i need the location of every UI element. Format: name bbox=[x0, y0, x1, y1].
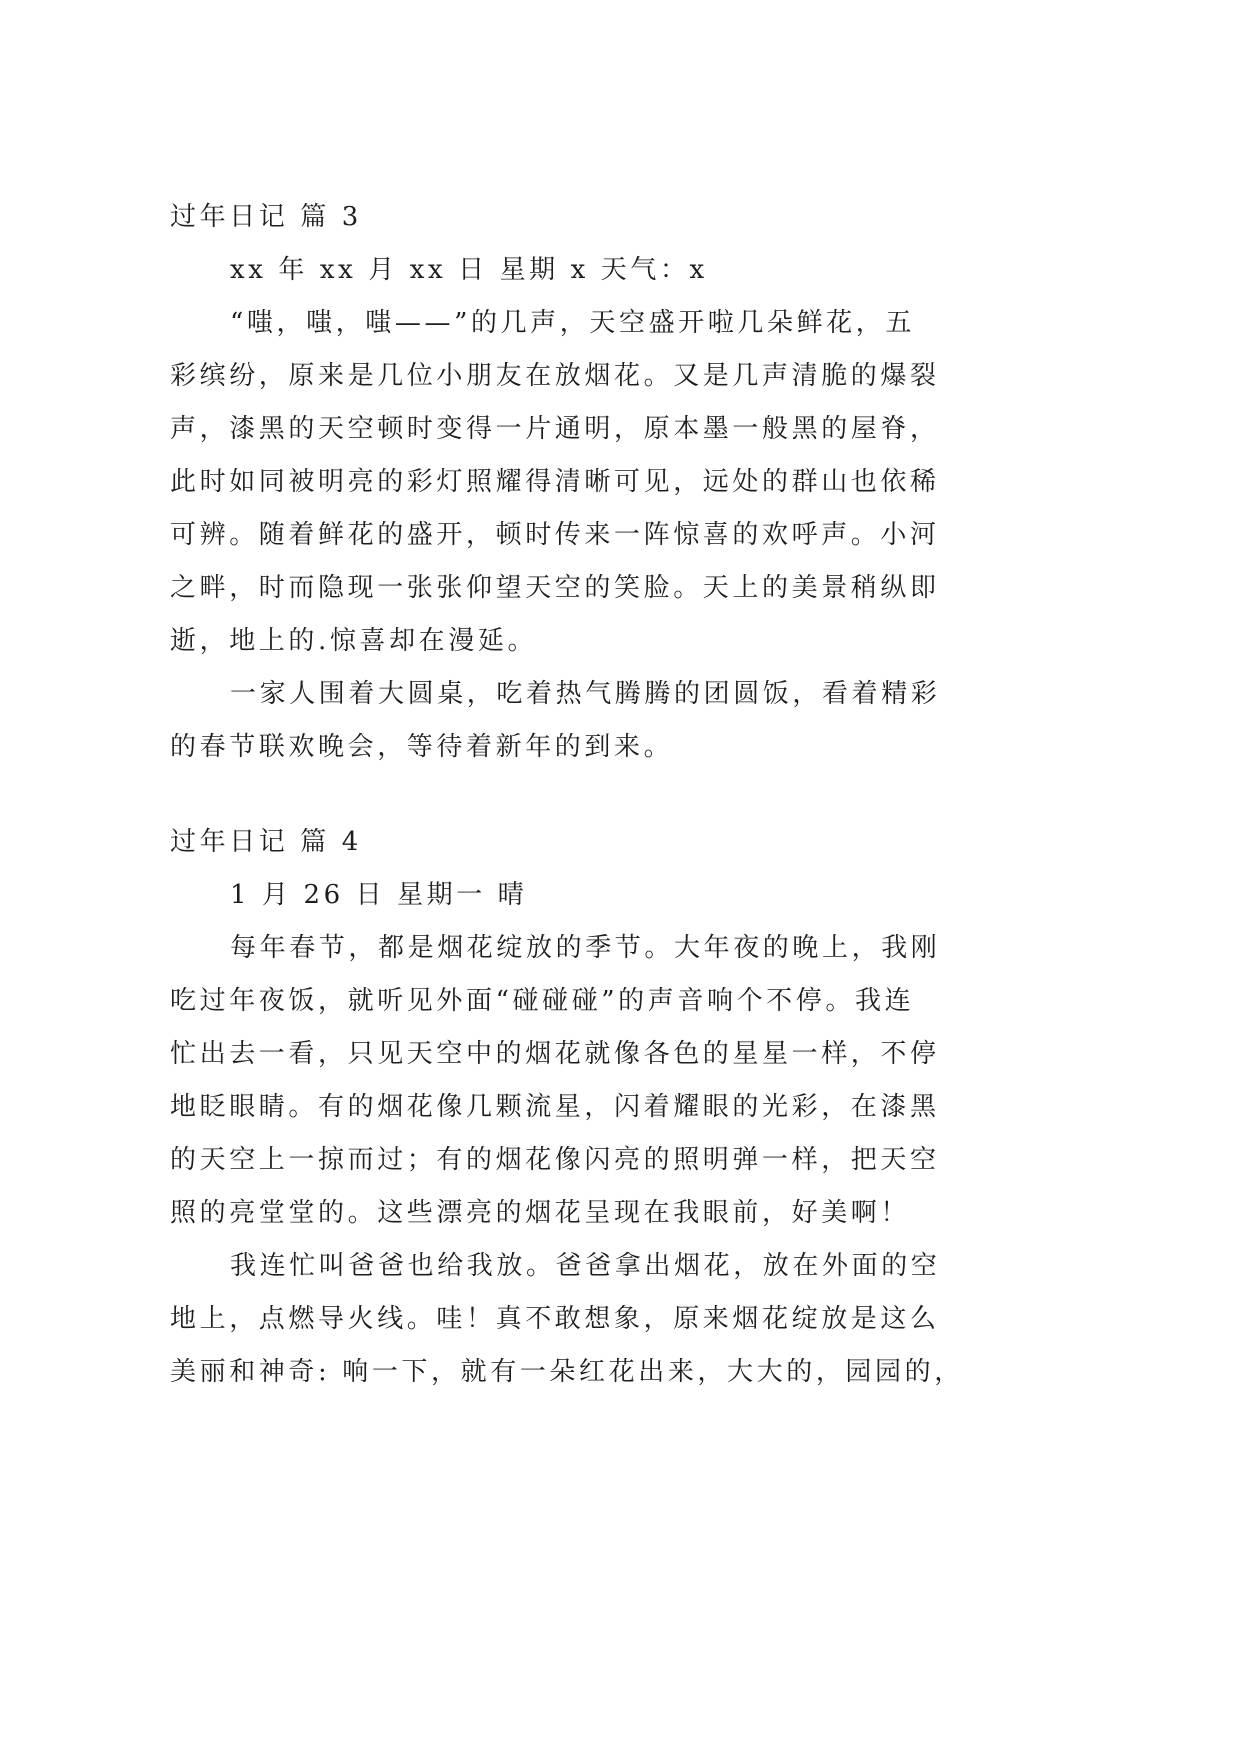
diary-entry bbox=[170, 191, 1070, 774]
paragraph-line: 此时如同被明亮的彩灯照耀得清晰可见，远处的群山也依稀 bbox=[170, 467, 940, 497]
paragraph bbox=[170, 922, 1070, 1240]
paragraph-line: 的春节联欢晚会，等待着新年的到来。 bbox=[170, 732, 674, 762]
paragraph-line: “嗤，嗤，嗤——”的几声，天空盛开啦几朵鲜花，五 bbox=[230, 308, 915, 338]
paragraph-line: 地眨眼睛。有的烟花像几颗流星，闪着耀眼的光彩，在漆黑 bbox=[170, 1092, 940, 1122]
paragraph-line: 我连忙叫爸爸也给我放。爸爸拿出烟花，放在外面的空 bbox=[230, 1251, 941, 1281]
paragraph-line: 吃过年夜饭，就听见外面“碰碰碰”的声音响个不停。我连 bbox=[170, 986, 915, 1016]
paragraph-line: 的天空上一掠而过；有的烟花像闪亮的照明弹一样，把天空 bbox=[170, 1145, 940, 1175]
paragraph-line: 逝，地上的.惊喜却在漫延。 bbox=[170, 626, 538, 656]
paragraph-line: 一家人围着大圆桌，吃着热气腾腾的团圆饭，看着精彩 bbox=[230, 679, 941, 709]
entry-date-line: xx 年 xx 月 xx 日 星期 x 天气：x bbox=[230, 255, 708, 285]
entry-date-line: 1 月 26 日 星期一 晴 bbox=[230, 880, 528, 910]
paragraph-line: 声，漆黑的天空顿时变得一片通明，原本墨一般黑的屋脊， bbox=[170, 414, 940, 444]
paragraph bbox=[170, 668, 1070, 774]
document-body bbox=[170, 191, 1070, 1399]
paragraph-line: 地上，点燃导火线。哇！真不敢想象，原来烟花绽放是这么 bbox=[170, 1304, 940, 1334]
paragraph-line: 可辨。随着鲜花的盛开，顿时传来一阵惊喜的欢呼声。小河 bbox=[170, 520, 940, 550]
paragraph-line: 彩缤纷，原来是几位小朋友在放烟花。又是几声清脆的爆裂 bbox=[170, 361, 940, 391]
paragraph-line: 之畔，时而隐现一张张仰望天空的笑脸。天上的美景稍纵即 bbox=[170, 573, 940, 603]
paragraph-line: 美丽和神奇: 响一下，就有一朵红花出来，大大的，园园的， bbox=[170, 1357, 964, 1387]
entry-heading: 过年日记 篇 3 bbox=[170, 202, 362, 232]
entry-heading: 过年日记 篇 4 bbox=[170, 827, 362, 857]
paragraph bbox=[170, 297, 1070, 668]
diary-entry bbox=[170, 816, 1070, 1399]
paragraph-line: 照的亮堂堂的。这些漂亮的烟花呈现在我眼前，好美啊！ bbox=[170, 1198, 911, 1228]
paragraph-line: 忙出去一看，只见天空中的烟花就像各色的星星一样，不停 bbox=[170, 1039, 940, 1069]
paragraph bbox=[170, 1240, 1070, 1399]
paragraph-line: 每年春节，都是烟花绽放的季节。大年夜的晚上，我刚 bbox=[230, 933, 941, 963]
